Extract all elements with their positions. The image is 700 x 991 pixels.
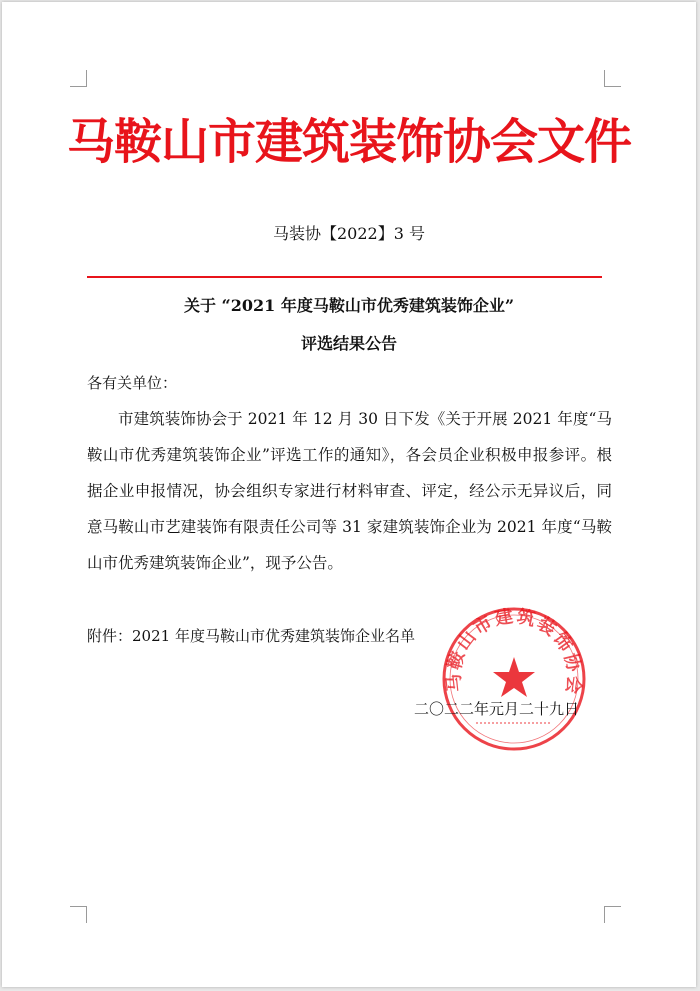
- attachment-note: 附件：2021 年度马鞍山市优秀建筑装饰企业名单: [87, 627, 415, 645]
- body-paragraph: 市建筑装饰协会于 2021 年 12 月 30 日下发《关于开展 2021 年度“马鞍山市优秀建筑装饰企业”评选工作的通知》，各会员企业积极申报参评。根据企业申报情况，协会组织专家进行材料审查、评定，经公示无异议后，同意马鞍山市艺建装饰有限责任公司等 31 家建筑装饰企业为 2021 年度“马鞍山市优秀建筑装饰企业”，现予公告。: [87, 410, 612, 572]
- official-seal-icon: [440, 605, 588, 753]
- red-divider-line: [87, 276, 602, 278]
- issue-date: 二〇二二年元月二十九日: [414, 700, 580, 718]
- crop-mark-top-right: [604, 70, 621, 87]
- salutation: 各有关单位：: [87, 374, 178, 392]
- document-page: [2, 2, 696, 987]
- announcement-title-line2: 评选结果公告: [300, 334, 397, 353]
- crop-mark-bottom-right: [604, 906, 621, 923]
- red-masthead: 马鞍山市建筑装饰协会文件: [66, 114, 631, 170]
- crop-mark-top-left: [70, 70, 87, 87]
- document-number: 马装协【2022】3 号: [273, 224, 425, 243]
- crop-mark-bottom-left: [70, 906, 87, 923]
- seal-ring-text: 马鞍山市建筑装饰协会: [443, 606, 585, 696]
- announcement-title-line1: 关于 “2021 年度马鞍山市优秀建筑装饰企业”: [183, 296, 515, 315]
